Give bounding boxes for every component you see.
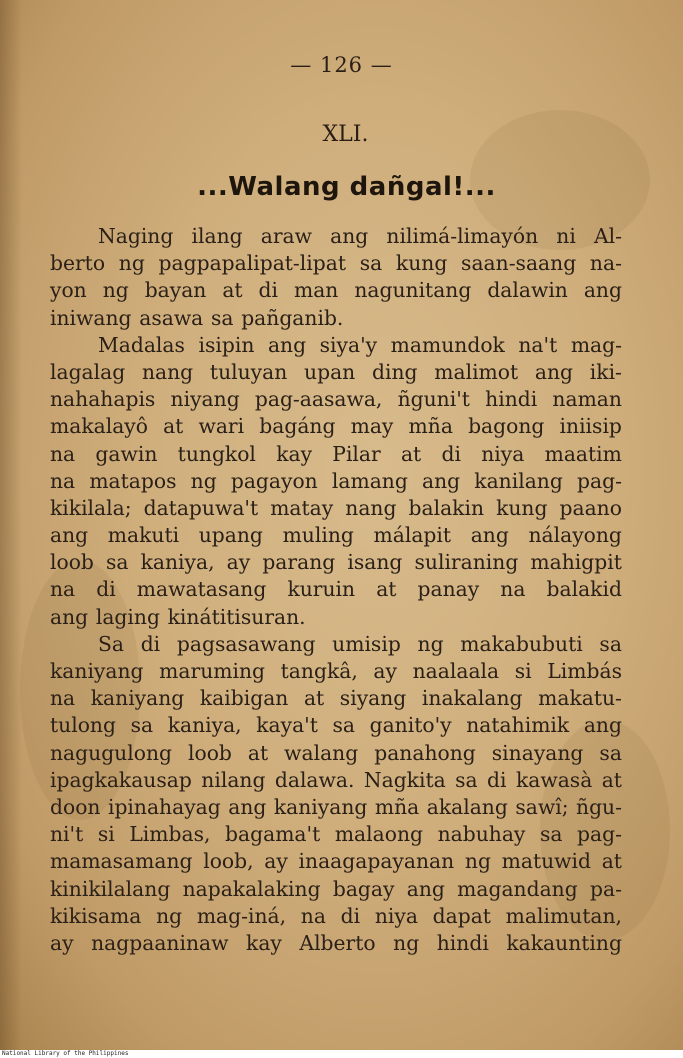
word: mawatasang bbox=[136, 577, 267, 602]
word: nagpaaninaw bbox=[91, 930, 229, 955]
word: ng bbox=[393, 930, 420, 955]
word: ng bbox=[417, 631, 444, 656]
word: di bbox=[140, 631, 161, 656]
text-line bbox=[50, 413, 622, 440]
word: kikisama bbox=[50, 903, 142, 928]
word: at bbox=[601, 849, 622, 874]
word: balakin bbox=[408, 495, 485, 520]
word: araw bbox=[260, 224, 312, 248]
word: muling bbox=[282, 523, 354, 548]
word: man bbox=[293, 278, 339, 303]
word: ang bbox=[330, 224, 369, 248]
word: paano bbox=[559, 495, 622, 520]
word: pagsasawang bbox=[176, 631, 316, 656]
word: na bbox=[500, 577, 526, 602]
word: panay bbox=[417, 577, 480, 602]
word: at bbox=[303, 686, 325, 711]
word: matapos bbox=[89, 468, 177, 493]
text-line bbox=[50, 468, 622, 495]
word: sa bbox=[455, 767, 478, 792]
word: na bbox=[50, 577, 76, 602]
word: ng bbox=[102, 278, 129, 303]
word: sa bbox=[599, 740, 622, 765]
word: makalayô bbox=[50, 414, 148, 439]
word: akalang bbox=[426, 794, 508, 819]
word: kanilang bbox=[474, 468, 563, 493]
word: kakaunting bbox=[506, 930, 622, 955]
text-line bbox=[50, 549, 622, 576]
word: at bbox=[400, 441, 422, 466]
word: na- bbox=[589, 251, 622, 276]
word: ay bbox=[226, 550, 251, 575]
word: at bbox=[163, 414, 184, 439]
word: mamasamang bbox=[50, 849, 193, 874]
word: kaya't bbox=[256, 713, 318, 738]
word: na't bbox=[518, 332, 558, 357]
text-line bbox=[50, 712, 622, 739]
word: tungkol bbox=[177, 441, 256, 466]
word: pag- bbox=[577, 468, 622, 493]
word: laging bbox=[95, 604, 160, 629]
word: ay bbox=[373, 659, 397, 683]
word: ni't bbox=[50, 822, 84, 847]
word: kung bbox=[496, 495, 548, 520]
word: at bbox=[376, 577, 397, 602]
word: iki- bbox=[589, 359, 622, 384]
word: isang bbox=[347, 550, 403, 575]
text-line bbox=[50, 794, 622, 821]
word: na bbox=[300, 903, 326, 928]
chapter-heading: XLI. bbox=[322, 122, 369, 147]
word: lamang bbox=[331, 468, 408, 493]
text-line bbox=[50, 604, 622, 631]
word: loob bbox=[188, 740, 232, 765]
word: loob, bbox=[203, 849, 254, 874]
word: Madalas bbox=[98, 332, 185, 357]
text-line bbox=[50, 441, 622, 468]
word: niyang bbox=[170, 387, 240, 412]
word: mahigpit bbox=[530, 550, 622, 575]
word: nilimá-limayón bbox=[386, 224, 539, 248]
word: nagugulong bbox=[50, 740, 172, 765]
word: dalawin bbox=[487, 278, 568, 303]
word: nahahapis bbox=[50, 387, 156, 412]
word: loob bbox=[50, 550, 94, 575]
word: na bbox=[50, 686, 76, 711]
text-line bbox=[50, 332, 622, 359]
word: pag- bbox=[577, 822, 622, 847]
word: ng bbox=[464, 849, 491, 874]
word: dalawa. bbox=[274, 767, 355, 792]
word: siyang bbox=[339, 686, 407, 711]
word: hindi bbox=[485, 387, 538, 412]
text-line bbox=[50, 930, 622, 957]
word: kawasà bbox=[515, 767, 593, 792]
page-edge-shadow bbox=[0, 0, 22, 1050]
page-number: — 126 — bbox=[290, 53, 393, 77]
word: sawî; bbox=[515, 794, 569, 819]
word: gawin bbox=[95, 441, 158, 466]
word: kaibigan bbox=[199, 686, 289, 711]
word: mña bbox=[408, 414, 453, 439]
word: panahong bbox=[374, 740, 476, 765]
word: Alberto bbox=[299, 930, 376, 955]
word: na bbox=[50, 468, 76, 493]
word: pañganib. bbox=[241, 305, 344, 330]
word: at bbox=[222, 278, 243, 303]
word: datapuwa't bbox=[143, 495, 259, 520]
word: inaagapayanan bbox=[298, 849, 455, 874]
word: Sa bbox=[98, 631, 124, 656]
text-line bbox=[50, 305, 622, 332]
word: wari bbox=[198, 414, 245, 439]
word: kaniyang bbox=[90, 686, 185, 711]
text-line bbox=[50, 740, 622, 767]
word: kinátitisuran. bbox=[167, 604, 306, 629]
word: sa bbox=[106, 550, 129, 575]
word: yon bbox=[50, 278, 87, 303]
word: at bbox=[247, 740, 269, 765]
word: parang bbox=[262, 550, 336, 575]
text-line bbox=[50, 495, 622, 522]
text-line bbox=[50, 876, 622, 903]
word: sa bbox=[332, 713, 355, 738]
word: tulong bbox=[50, 713, 116, 738]
word: ñgu- bbox=[576, 794, 622, 819]
word: makuti bbox=[107, 523, 180, 548]
word: na bbox=[50, 441, 76, 466]
word: ang bbox=[534, 359, 574, 384]
word: napakalaking bbox=[182, 876, 321, 901]
word: tuluyan bbox=[209, 359, 288, 384]
word: sa bbox=[130, 713, 154, 738]
word: pag-aasawa, bbox=[254, 387, 383, 412]
word: kaniyang bbox=[50, 659, 144, 683]
text-line bbox=[50, 277, 622, 304]
word: siya'y bbox=[319, 332, 378, 357]
word: bagama't bbox=[225, 822, 321, 847]
word: málapit bbox=[373, 523, 452, 548]
word: Al- bbox=[594, 224, 622, 248]
library-watermark: National Library of the Philippines bbox=[0, 1050, 683, 1058]
word: asawa bbox=[139, 305, 204, 330]
word: inakalang bbox=[421, 686, 523, 711]
word: ang bbox=[50, 604, 89, 629]
word: ang bbox=[50, 523, 89, 548]
word: nilang bbox=[201, 767, 266, 792]
word: isipin bbox=[198, 332, 255, 357]
word: nang bbox=[141, 359, 194, 384]
word: ng bbox=[190, 468, 217, 493]
text-line bbox=[50, 386, 622, 413]
word: walang bbox=[284, 740, 359, 765]
word: bagay bbox=[332, 876, 395, 901]
word: sinayang bbox=[491, 740, 584, 765]
word: mag-iná, bbox=[196, 903, 287, 928]
word: makatu- bbox=[538, 686, 622, 711]
word: di bbox=[258, 278, 279, 303]
text-line bbox=[50, 903, 622, 930]
word: ay bbox=[50, 930, 74, 955]
word: ay bbox=[264, 849, 288, 874]
text-line bbox=[50, 767, 622, 794]
word: tangkâ, bbox=[280, 659, 358, 683]
word: nagunitang bbox=[354, 278, 472, 303]
word: di bbox=[96, 577, 116, 602]
word: ding bbox=[372, 359, 418, 384]
word: nabuhay bbox=[437, 822, 526, 847]
word: lagalag bbox=[50, 359, 126, 384]
word: may bbox=[350, 414, 394, 439]
chapter-title: ...Walang dañgal!... bbox=[197, 172, 496, 202]
word: ng bbox=[156, 903, 183, 928]
word: suliraning bbox=[414, 550, 519, 575]
text-line bbox=[50, 223, 622, 250]
word: malimot bbox=[434, 359, 519, 384]
word: di bbox=[340, 903, 361, 928]
word: mag- bbox=[570, 332, 622, 357]
word: di bbox=[487, 767, 507, 792]
word: malimutan, bbox=[505, 903, 622, 928]
word: pagayon bbox=[230, 468, 318, 493]
word: kinikilalang bbox=[50, 876, 171, 901]
text-line bbox=[50, 685, 622, 712]
word: at bbox=[601, 767, 622, 792]
word: magandang bbox=[457, 876, 578, 901]
word: bagáng bbox=[259, 414, 336, 439]
word: sa bbox=[210, 305, 234, 330]
word: ang bbox=[422, 468, 461, 493]
text-line bbox=[50, 359, 622, 386]
word: Limbas, bbox=[129, 822, 211, 847]
word: sa bbox=[539, 822, 563, 847]
word: ang bbox=[406, 876, 445, 901]
word: upan bbox=[304, 359, 356, 384]
word: matuwid bbox=[501, 849, 592, 874]
text-line bbox=[50, 658, 622, 685]
word: matay bbox=[270, 495, 334, 520]
word: sa bbox=[599, 631, 622, 656]
word: saan-saang bbox=[461, 251, 577, 276]
word: kay bbox=[276, 441, 313, 466]
text-line bbox=[50, 848, 622, 875]
text-line bbox=[50, 250, 622, 277]
word: kaniya, bbox=[167, 713, 242, 738]
word: si bbox=[514, 659, 532, 683]
word: Limbás bbox=[547, 659, 622, 683]
word: Naging bbox=[98, 224, 174, 248]
word: ang bbox=[267, 332, 307, 357]
word: mamundok bbox=[390, 332, 505, 357]
word: pagpapalipat-lipat bbox=[158, 251, 346, 276]
word: ipagkakausap bbox=[50, 767, 192, 792]
word: Pilar bbox=[332, 441, 381, 466]
word: bayan bbox=[144, 278, 207, 303]
word: pa- bbox=[590, 876, 622, 901]
word: doon bbox=[50, 794, 101, 819]
word: naman bbox=[552, 387, 622, 412]
word: ng bbox=[118, 251, 145, 276]
word: ñguni't bbox=[397, 387, 470, 412]
word: maatim bbox=[544, 441, 622, 466]
text-line bbox=[50, 631, 622, 658]
word: balakid bbox=[546, 577, 622, 602]
word: nálayong bbox=[528, 523, 622, 548]
word: makabubuti bbox=[460, 631, 583, 656]
word: maruming bbox=[159, 659, 266, 683]
word: iniisip bbox=[559, 414, 622, 439]
word: kaniyang bbox=[273, 794, 368, 819]
word: iniwang bbox=[50, 305, 132, 330]
word: Nagkita bbox=[363, 767, 446, 792]
word: ang bbox=[470, 523, 509, 548]
word: kaniya, bbox=[140, 550, 215, 575]
word: ganito'y bbox=[369, 713, 452, 738]
word: ilang bbox=[191, 224, 243, 248]
word: kay bbox=[246, 930, 282, 955]
word: ang bbox=[583, 713, 622, 738]
word: bagong bbox=[468, 414, 545, 439]
text-line bbox=[50, 576, 622, 603]
text-line bbox=[50, 522, 622, 549]
word: upang bbox=[198, 523, 263, 548]
word: kung bbox=[395, 251, 448, 276]
word: si bbox=[97, 822, 115, 847]
word: sa bbox=[359, 251, 383, 276]
body-text bbox=[50, 223, 622, 957]
word: ni bbox=[556, 224, 576, 248]
word: malaong bbox=[334, 822, 423, 847]
word: kikilala; bbox=[50, 495, 132, 520]
word: naalaala bbox=[412, 659, 500, 683]
word: kuruin bbox=[287, 577, 356, 602]
word: ang bbox=[583, 278, 622, 303]
word: hindi bbox=[436, 930, 489, 955]
word: niya bbox=[374, 903, 418, 928]
word: dapat bbox=[432, 903, 491, 928]
word: natahimik bbox=[466, 713, 570, 738]
word: ipinahayag bbox=[107, 794, 221, 819]
text-line bbox=[50, 821, 622, 848]
word: mña bbox=[374, 794, 420, 819]
word: ang bbox=[228, 794, 267, 819]
word: berto bbox=[50, 251, 106, 276]
word: nang bbox=[345, 495, 397, 520]
word: umisip bbox=[332, 631, 401, 656]
word: niya bbox=[481, 441, 525, 466]
word: di bbox=[441, 441, 461, 466]
